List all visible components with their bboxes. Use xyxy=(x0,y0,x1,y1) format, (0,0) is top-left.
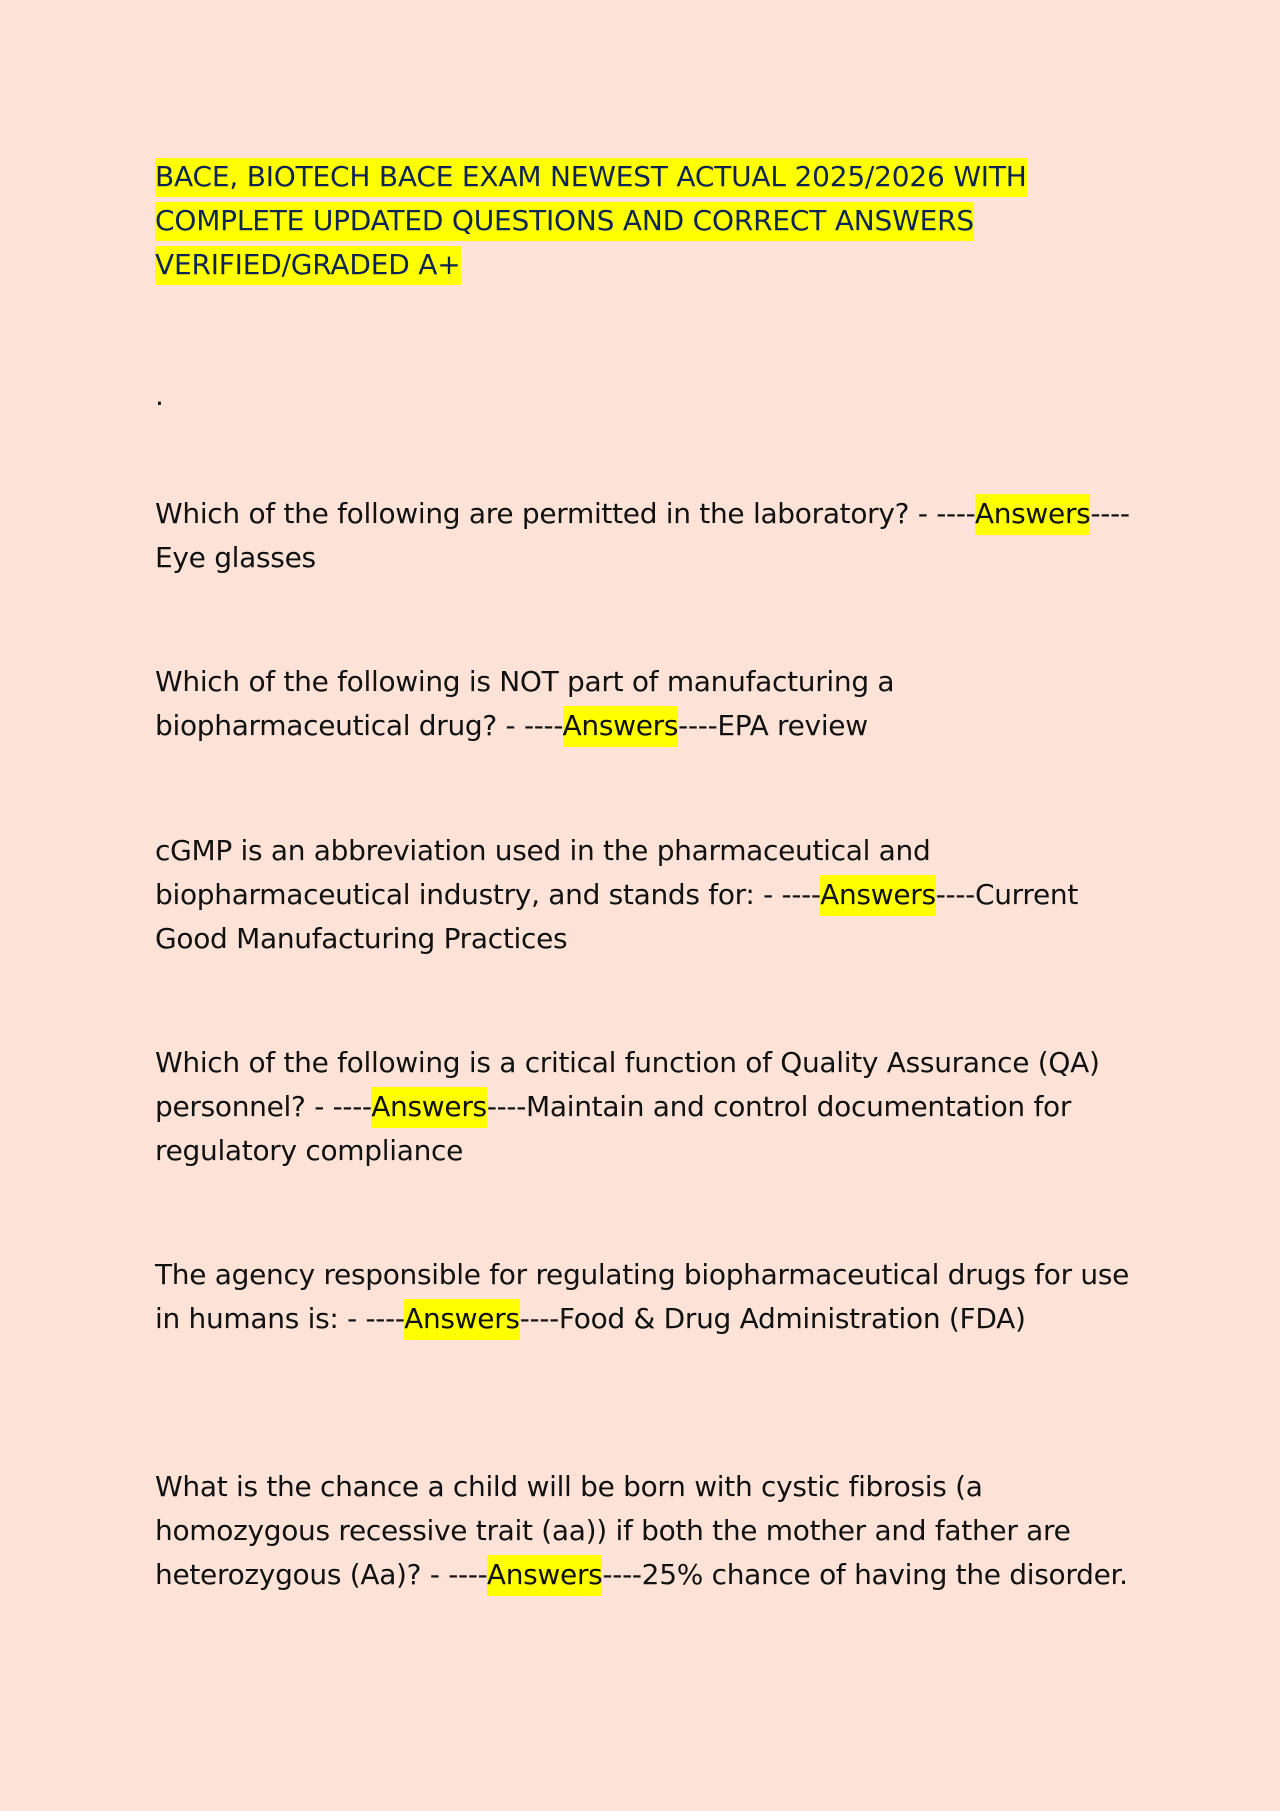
separator-dot: . xyxy=(155,379,164,412)
title-highlight: BACE, BIOTECH BACE EXAM NEWEST ACTUAL 2025/2026 WITH COMPLETE UPDATED QUESTIONS AND CORRECT ANSWERS VERIFIED/GRADED A+ xyxy=(155,158,1027,285)
qa-item-4 xyxy=(155,1041,1145,1173)
qa-item-1 xyxy=(155,492,1145,580)
answer-text: ----25% chance of having the disorder. xyxy=(602,1558,1128,1591)
answers-label: Answers xyxy=(975,494,1091,535)
qa-item-3 xyxy=(155,829,1145,961)
answer-text: ----EPA review xyxy=(678,709,868,742)
answers-label: Answers xyxy=(404,1299,520,1340)
question-text: Which of the following is NOT part of manufacturing a biopharmaceutical drug? - ---- xyxy=(155,665,895,742)
answer-text: ----Current Good Manufacturing Practices xyxy=(155,878,1079,955)
answer-text: ----Maintain and control documentation for regulatory compliance xyxy=(155,1090,1072,1167)
question-text: Which of the following are permitted in the laboratory? - ---- xyxy=(155,497,975,530)
question-text: The agency responsible for regulating biopharmaceutical drugs for use in humans is: - ---- xyxy=(155,1258,1130,1335)
document-title xyxy=(155,155,1145,287)
answer-text: ----Food & Drug Administration (FDA) xyxy=(519,1302,1026,1335)
answers-label: Answers xyxy=(487,1555,603,1596)
qa-item-2 xyxy=(155,660,1145,748)
question-text: cGMP is an abbreviation used in the pharmaceutical and biopharmaceutical industry, and stands for: - ---- xyxy=(155,834,931,911)
answers-label: Answers xyxy=(371,1087,487,1128)
question-text: What is the chance a child will be born with cystic fibrosis (a homozygous recessive trait (aa)) if both the mother and father are heterozygous (Aa)? - ---- xyxy=(155,1470,1071,1591)
answers-label: Answers xyxy=(563,706,679,747)
answers-label: Answers xyxy=(820,875,936,916)
question-text: Which of the following is a critical function of Quality Assurance (QA) personnel? - ---- xyxy=(155,1046,1100,1123)
qa-item-6 xyxy=(155,1465,1145,1597)
qa-item-5 xyxy=(155,1253,1145,1341)
answer-text: ----Eye glasses xyxy=(155,497,1130,574)
